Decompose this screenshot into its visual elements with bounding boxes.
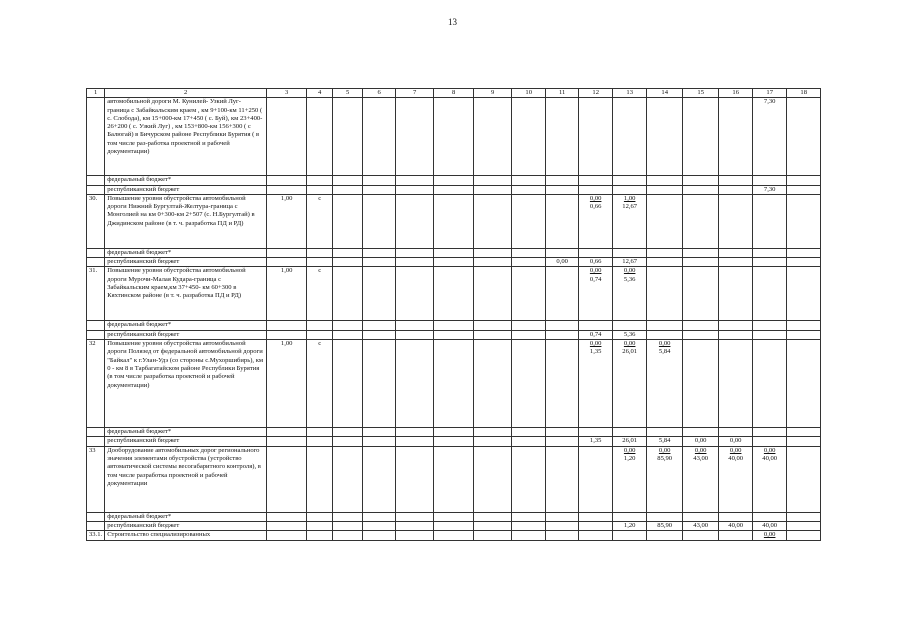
table-row	[87, 340, 821, 428]
cell-value: 43,00	[693, 454, 709, 462]
cell-value	[546, 521, 579, 530]
row-number: 33	[87, 446, 105, 512]
cell-value: 1,35	[579, 437, 613, 446]
cell-value	[267, 446, 307, 512]
budget-row	[87, 428, 821, 437]
budget-label: федеральный бюджет*	[105, 428, 267, 437]
cell-value	[647, 176, 683, 185]
row-number: 33.1.	[87, 531, 105, 540]
cell-value: 12,67	[622, 203, 638, 211]
cell-value: 5,84	[658, 348, 671, 356]
budget-row	[87, 521, 821, 530]
column-header: 13	[613, 89, 647, 98]
cell-value	[307, 446, 333, 512]
row-name: автомобильной дороги М. Кунилей- Узкий Луг- граница с Забайкальским краем , км 9+100-км 11+250 ( с. Слобода), км 15+000-км 17+450 ( с. Буй), км 23+400-26+200 ( с. Узкий Луг) , км 153+800-км 156+300 ( с Балюгай) в Бичурском районе Республики Бурятия ( в том числе раз-работка проектной и рабочей документации)	[105, 98, 267, 176]
cell-value: 0,00	[589, 267, 602, 275]
cell-value	[647, 428, 683, 437]
cell-value: 12,67	[613, 258, 647, 267]
table-row	[87, 446, 821, 512]
cell-value: 43,00	[683, 521, 719, 530]
budget-row	[87, 258, 821, 267]
cell-value	[753, 176, 787, 185]
cell-value	[579, 185, 613, 194]
cell-value: 0,00	[658, 340, 671, 348]
cell-value	[546, 437, 579, 446]
column-header: 4	[307, 89, 333, 98]
cell-value: 0,66	[589, 203, 602, 211]
column-header: 8	[434, 89, 474, 98]
cell-value	[753, 248, 787, 257]
cell-value	[546, 321, 579, 330]
cell-value	[753, 330, 787, 339]
budget-label: федеральный бюджет*	[105, 176, 267, 185]
cell-value	[307, 98, 333, 176]
column-header: 14	[647, 89, 683, 98]
cell-value	[753, 321, 787, 330]
column-header: 11	[546, 89, 579, 98]
column-header: 12	[579, 89, 613, 98]
cell-value: 0,00	[719, 437, 753, 446]
budget-label: республиканский бюджет	[105, 330, 267, 339]
column-header: 6	[363, 89, 396, 98]
column-header: 17	[753, 89, 787, 98]
cell-value	[683, 428, 719, 437]
cell-value	[719, 512, 753, 521]
column-header: 16	[719, 89, 753, 98]
cell-value	[719, 321, 753, 330]
page-number: 13	[448, 17, 457, 27]
cell-value	[647, 321, 683, 330]
cell-value	[683, 512, 719, 521]
cell-value	[647, 248, 683, 257]
cell-value: 1,35	[589, 348, 602, 356]
column-header: 1	[87, 89, 105, 98]
row-name: Дооборудование автомобильных дорог регионального значения элементами обустройства (устройство автоматической системы весогабаритного контроля), в том числе разработка проектной и рабочей документации	[105, 446, 267, 512]
cell-value: 26,01	[622, 348, 638, 356]
column-header: 5	[333, 89, 363, 98]
cell-value	[579, 512, 613, 521]
column-header: 7	[396, 89, 434, 98]
cell-value: 0,00	[589, 340, 602, 348]
cell-value: 0,74	[579, 330, 613, 339]
cell-value: 0,00	[763, 446, 776, 454]
cell-value	[613, 428, 647, 437]
cell-value	[683, 176, 719, 185]
cell-value	[579, 248, 613, 257]
cell-value	[267, 98, 307, 176]
cell-value: 26,01	[613, 437, 647, 446]
cell-value: 0,00	[683, 437, 719, 446]
cell-value: 0,00	[623, 267, 636, 275]
cell-value: 7,30	[763, 98, 776, 106]
cell-value: 0,00	[729, 446, 742, 454]
column-header: 3	[267, 89, 307, 98]
cell-value: 0,00	[589, 194, 602, 202]
cell-value: 85,90	[657, 454, 673, 462]
table-row	[87, 194, 821, 248]
cell-value: 0,00	[763, 531, 776, 539]
cell-value: 5,84	[647, 437, 683, 446]
cell-value	[613, 185, 647, 194]
cell-value	[683, 321, 719, 330]
cell-value: с	[307, 194, 333, 248]
cell-value	[613, 321, 647, 330]
cell-value: с	[307, 340, 333, 428]
cell-value	[719, 176, 753, 185]
budget-row	[87, 512, 821, 521]
cell-value	[546, 340, 579, 428]
column-header: 10	[512, 89, 546, 98]
cell-value	[267, 531, 307, 540]
cell-value	[683, 330, 719, 339]
row-number: 31.	[87, 267, 105, 321]
budget-table	[86, 88, 821, 541]
table-row	[87, 267, 821, 321]
cell-value	[719, 258, 753, 267]
table-row	[87, 531, 821, 540]
cell-value: 0,66	[579, 258, 613, 267]
cell-value: 5,36	[623, 275, 636, 283]
cell-value	[753, 428, 787, 437]
cell-value: 0,00	[623, 446, 636, 454]
budget-row	[87, 437, 821, 446]
budget-row	[87, 248, 821, 257]
cell-value	[546, 428, 579, 437]
row-number: 32	[87, 340, 105, 428]
cell-value: 40,00	[753, 521, 787, 530]
cell-value: 1,00	[267, 340, 307, 428]
cell-value	[647, 258, 683, 267]
cell-value: 1,00	[267, 267, 307, 321]
row-name: Повышение уровня обустройства автомобильной дороги Полязед от федеральной автомобильной дороги "Байкал" к г.Улан-Удэ (со стороны с.Мухоршибирь), км 0 - км 8 в Тарбагатайском районе Республики Бурятия (в том числе разработка проектной и рабочей документации)	[105, 340, 267, 428]
row-number: 30.	[87, 194, 105, 248]
cell-value	[753, 512, 787, 521]
cell-value	[579, 176, 613, 185]
cell-value	[546, 512, 579, 521]
column-header: 9	[474, 89, 512, 98]
cell-value	[719, 330, 753, 339]
cell-value: 1,20	[623, 454, 636, 462]
cell-value: 1,20	[613, 521, 647, 530]
cell-value	[683, 185, 719, 194]
budget-label: республиканский бюджет	[105, 258, 267, 267]
cell-value	[546, 248, 579, 257]
cell-value	[613, 248, 647, 257]
cell-value: 0,74	[589, 275, 602, 283]
header-row	[87, 89, 821, 98]
cell-value: 0,00	[623, 340, 636, 348]
row-number	[87, 98, 105, 176]
cell-value: 1,00	[267, 194, 307, 248]
cell-value	[546, 531, 579, 540]
cell-value: 85,90	[647, 521, 683, 530]
budget-row	[87, 176, 821, 185]
row-name: Строительство специализированных	[105, 531, 267, 540]
cell-value: 40,00	[719, 521, 753, 530]
cell-value	[753, 437, 787, 446]
cell-value	[613, 512, 647, 521]
cell-value: 40,00	[762, 454, 778, 462]
cell-value	[307, 531, 333, 540]
table-row	[87, 98, 821, 176]
budget-label: республиканский бюджет	[105, 185, 267, 194]
budget-row	[87, 330, 821, 339]
cell-value	[647, 185, 683, 194]
column-header: 2	[105, 89, 267, 98]
budget-label: республиканский бюджет	[105, 521, 267, 530]
cell-value: 40,00	[728, 454, 744, 462]
cell-value: 0,00	[694, 446, 707, 454]
cell-value: 7,30	[753, 185, 787, 194]
cell-value: 0,00	[546, 258, 579, 267]
cell-value	[579, 521, 613, 530]
cell-value	[579, 428, 613, 437]
cell-value	[719, 185, 753, 194]
cell-value	[683, 248, 719, 257]
cell-value: 0,00	[658, 446, 671, 454]
cell-value	[719, 248, 753, 257]
row-name: Повышение уровня обустройства автомобильной дороги Мурочи-Малая Кудара-граница с Забайкальским краем,км 37+450- км 60+300 в Кяхтинском районе (в т. ч. разработка ПД и РД)	[105, 267, 267, 321]
cell-value: с	[307, 267, 333, 321]
cell-value	[753, 258, 787, 267]
cell-value	[546, 98, 579, 176]
row-name: Повышение уровня обустройства автомобильной дороги Нижний Бургултай-Желтура-граница с Монголией на км 0+300-км 2+507 (с. Н.Бургултай) в Джидинском районе (в т. ч. разработка ПД и РД)	[105, 194, 267, 248]
cell-value	[613, 176, 647, 185]
cell-value: 1,00	[623, 194, 636, 202]
budget-row	[87, 185, 821, 194]
budget-label: федеральный бюджет*	[105, 512, 267, 521]
cell-value	[546, 185, 579, 194]
cell-value	[546, 267, 579, 321]
cell-value	[647, 512, 683, 521]
cell-value	[546, 446, 579, 512]
cell-value	[579, 321, 613, 330]
cell-value	[546, 176, 579, 185]
cell-value	[647, 330, 683, 339]
column-header: 15	[683, 89, 719, 98]
budget-label: федеральный бюджет*	[105, 248, 267, 257]
budget-label: федеральный бюджет*	[105, 321, 267, 330]
budget-label: республиканский бюджет	[105, 437, 267, 446]
cell-value: 5,36	[613, 330, 647, 339]
cell-value	[546, 194, 579, 248]
cell-value	[683, 258, 719, 267]
column-header: 18	[787, 89, 821, 98]
cell-value	[719, 428, 753, 437]
cell-value	[546, 330, 579, 339]
budget-row	[87, 321, 821, 330]
